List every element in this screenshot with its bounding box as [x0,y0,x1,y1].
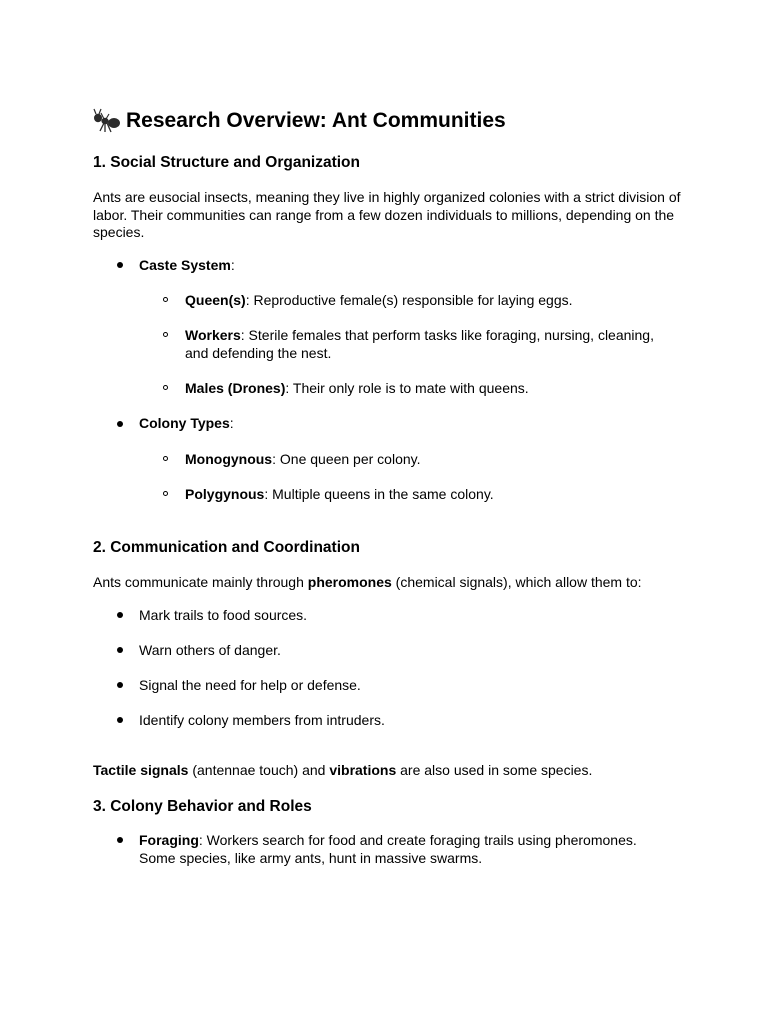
title-text: Research Overview: Ant Communities [126,109,506,132]
paragraph-communication-intro: Ants communicate mainly through pheromones (chemical signals), which allow them to: [93,574,642,590]
list-item-mark-trails: Mark trails to food sources. [139,607,308,623]
bullet-icon [117,837,123,843]
bullet-icon [117,647,123,653]
bullet-icon [117,612,123,618]
bullet-icon [117,717,123,723]
list-item-queens: Queen(s): Reproductive female(s) responsible for laying eggs. [185,292,573,308]
list-item-males: Males (Drones): Their only role is to mate with queens. [185,380,529,396]
bullet-icon [117,682,123,688]
list-item-monogynous: Monogynous: One queen per colony. [185,451,421,467]
section-heading-colony-behavior: 3. Colony Behavior and Roles [93,798,312,815]
circle-bullet-icon [163,385,168,390]
paragraph-tactile-signals: Tactile signals (antennae touch) and vibrations are also used in some species. [93,762,593,778]
section-heading-social-structure: 1. Social Structure and Organization [93,154,360,171]
list-item-signal-help: Signal the need for help or defense. [139,677,361,693]
list-item-polygynous: Polygynous: Multiple queens in the same colony. [185,486,494,502]
list-item-warn-danger: Warn others of danger. [139,642,281,658]
list-item-caste-system: Caste System: [139,257,235,273]
list-item-workers: Workers: Sterile females that perform tasks like foraging, nursing, cleaning, and defending the nest. [185,327,654,361]
section-heading-communication: 2. Communication and Coordination [93,539,360,556]
list-item-colony-types: Colony Types: [139,415,234,431]
list-item-identify-members: Identify colony members from intruders. [139,712,385,728]
circle-bullet-icon [163,491,168,496]
list-item-foraging: Foraging: Workers search for food and create foraging trails using pheromones. Some species, like army ants, hunt in massive swarms. [139,832,637,866]
bullet-icon [117,262,123,268]
page-title [93,106,506,136]
circle-bullet-icon [163,456,168,461]
circle-bullet-icon [163,332,168,337]
paragraph-intro: Ants are eusocial insects, meaning they live in highly organized colonies with a strict division of labor. Their communities can range from a few dozen individuals to millions, depending on the species. [93,189,681,240]
circle-bullet-icon [163,297,168,302]
ant-icon [93,108,121,134]
bullet-icon [117,421,123,427]
